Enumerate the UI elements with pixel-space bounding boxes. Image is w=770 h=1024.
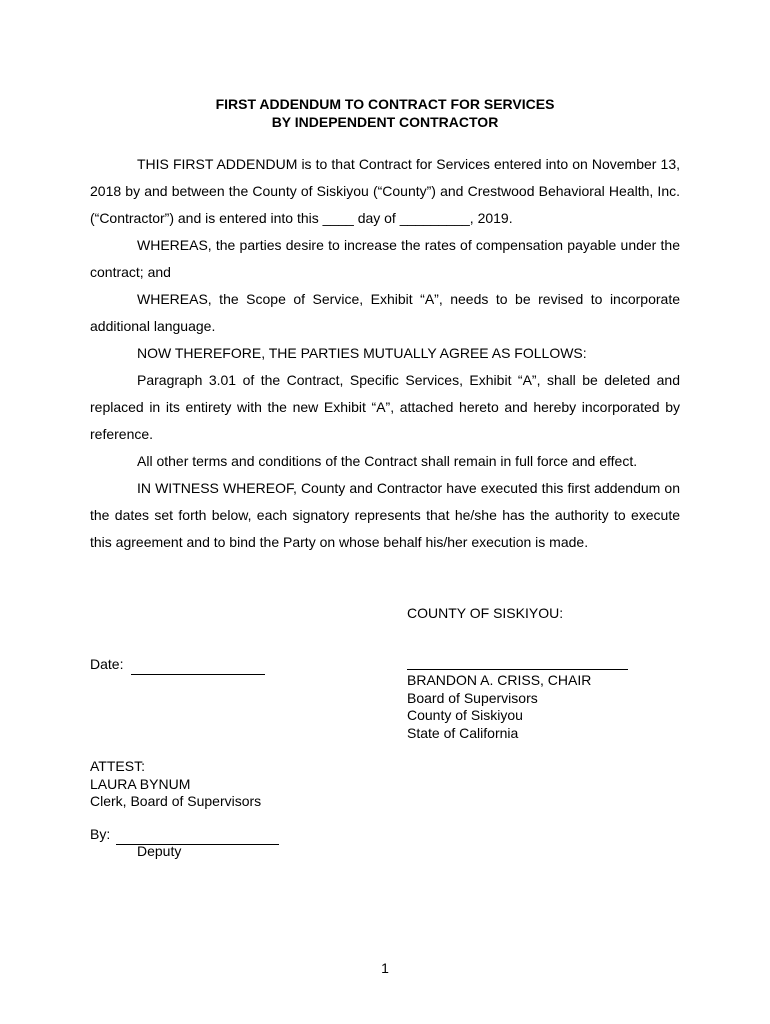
attest-title: Clerk, Board of Supervisors <box>90 793 262 809</box>
paragraph-3-01: Paragraph 3.01 of the Contract, Specific Services, Exhibit “A”, shall be deleted and replaced in its entirety with the new Exhibit “A”, attached hereto and hereby incorporated by reference. <box>90 372 680 442</box>
attest-name: LAURA BYNUM <box>90 775 191 792</box>
signer-title-county: County of Siskiyou <box>407 707 523 723</box>
date-signature-line <box>131 656 265 675</box>
date-field <box>90 656 265 675</box>
county-heading: COUNTY OF SISKIYOU: <box>407 605 564 621</box>
paragraph-whereas-rates: WHEREAS, the parties desire to increase the rates of compensation payable under the contract; and <box>90 237 680 280</box>
paragraph-now-therefore: NOW THEREFORE, THE PARTIES MUTUALLY AGREE AS FOLLOWS: <box>137 345 587 361</box>
document-title-line2: BY INDEPENDENT CONTRACTOR <box>271 114 499 130</box>
by-label: By: <box>90 826 111 842</box>
signer-title-board: Board of Supervisors <box>407 689 538 706</box>
document-body <box>90 151 680 556</box>
chair-signature-block <box>407 672 591 742</box>
signer-title-state: State of California <box>407 724 519 741</box>
chair-signature-line <box>407 669 628 670</box>
attest-label: ATTEST: <box>90 758 145 774</box>
document-title-line1: FIRST ADDENDUM TO CONTRACT FOR SERVICES <box>215 96 555 112</box>
paragraph-intro: THIS FIRST ADDENDUM is to that Contract for Services entered into on November 13, 2018 by and between the County of Siskiyou (“County”) and Crestwood Behavioral Health, Inc. (“Contractor”) and is entered into this ____ day of _________, 2019. <box>90 156 680 226</box>
date-label: Date: <box>90 656 124 672</box>
deputy-label: Deputy <box>137 843 182 859</box>
paragraph-other-terms: All other terms and conditions of the Contract shall remain in full force and effect. <box>137 453 638 469</box>
by-field <box>90 826 279 845</box>
deputy-signature-line <box>116 826 279 845</box>
paragraph-whereas-scope: WHEREAS, the Scope of Service, Exhibit “A”, needs to be revised to incorporate additional language. <box>90 291 680 334</box>
signer-name: BRANDON A. CRISS, CHAIR <box>407 672 592 688</box>
page-number: 1 <box>381 960 389 976</box>
paragraph-witness: IN WITNESS WHEREOF, County and Contractor have executed this first addendum on the dates set forth below, each signatory represents that he/she has the authority to execute this agreement and to bind the Party on whose behalf his/her execution is made. <box>90 480 680 550</box>
attest-block <box>90 758 261 811</box>
